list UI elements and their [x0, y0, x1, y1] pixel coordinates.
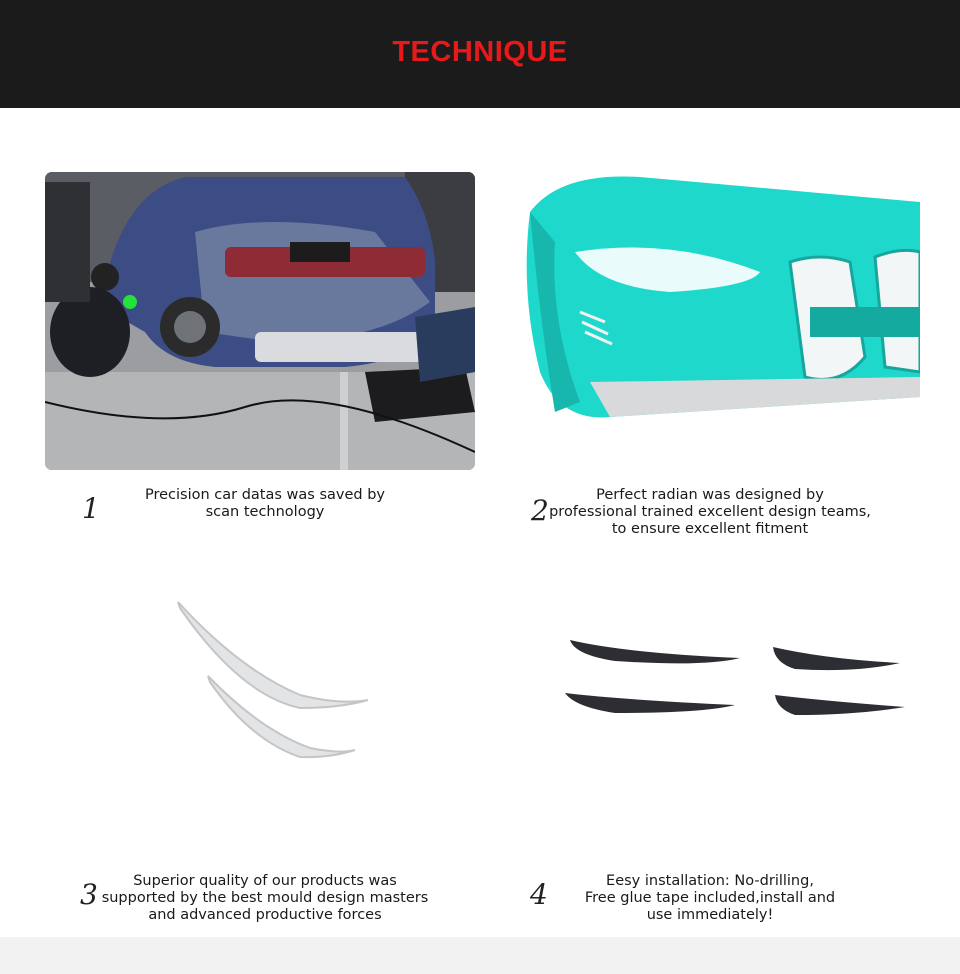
- step-number-1: 1: [82, 492, 100, 525]
- caption-line: professional trained excellent design teams,: [549, 504, 871, 520]
- footer-band: [0, 937, 960, 974]
- step-number-4: 4: [530, 878, 548, 911]
- header-banner: [0, 0, 960, 108]
- raw-parts-image: [170, 590, 380, 770]
- step-caption-3: [95, 873, 435, 924]
- carbon-parts-image: [555, 625, 915, 725]
- step-caption-4: [560, 873, 860, 924]
- caption-line: Perfect radian was designed by: [596, 487, 824, 503]
- step-number-2: 2: [531, 494, 549, 527]
- step-caption-2: [540, 487, 880, 538]
- caption-line: to ensure excellent fitment: [611, 521, 809, 537]
- caption-line: Superior quality of our products was: [133, 873, 397, 889]
- page-title: TECHNIQUE: [392, 36, 568, 68]
- caption-line: and advanced productive forces: [148, 907, 382, 923]
- step-number-3: 3: [80, 878, 98, 911]
- car-scan-photo: [45, 172, 475, 470]
- caption-line: Precision car datas was saved by: [144, 487, 385, 503]
- scan-render-image: [520, 172, 920, 432]
- caption-line: supported by the best mould design masters: [101, 890, 429, 906]
- caption-line: Eesy installation: No-drilling,: [606, 873, 814, 889]
- step-caption-1: [105, 487, 425, 521]
- caption-line: scan technology: [205, 504, 325, 520]
- caption-line: use immediately!: [646, 907, 774, 923]
- caption-line: Free glue tape included,install and: [584, 890, 836, 906]
